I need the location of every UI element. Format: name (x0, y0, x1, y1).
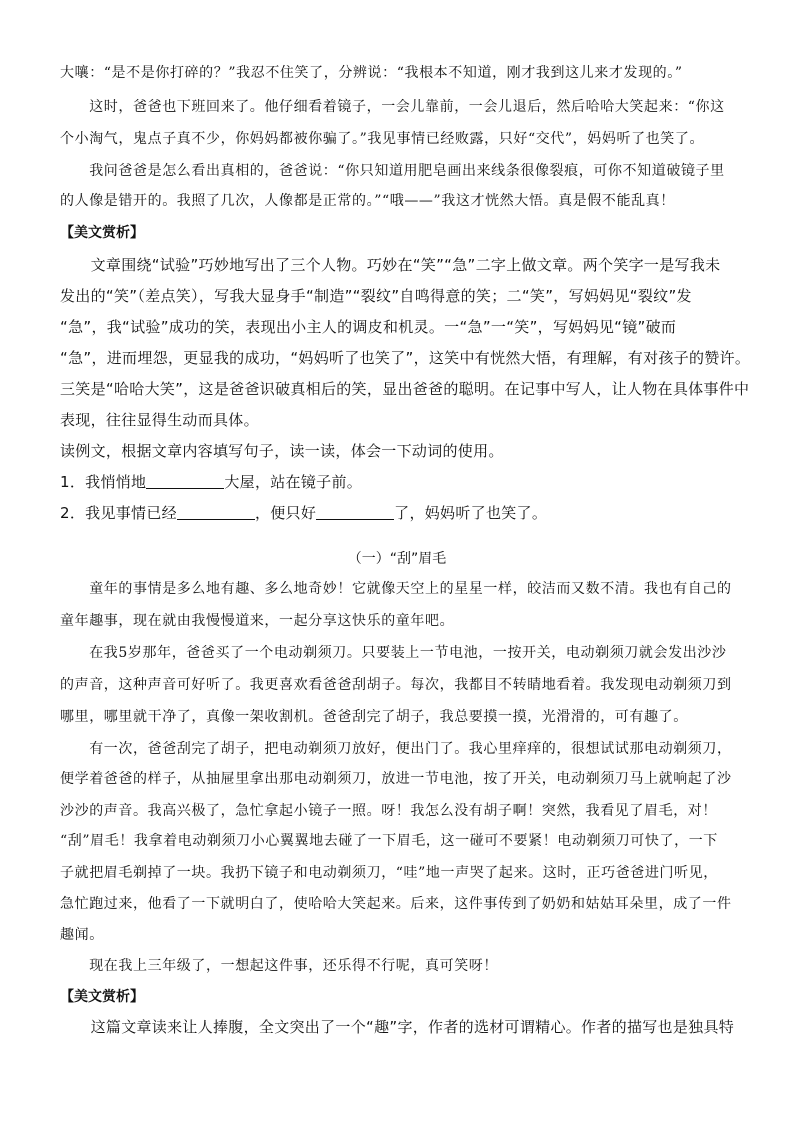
passage2-line-10: 子就把眉毛剃掉了一块。我扔下镜子和电动剃须刀，“哇”地一声哭了起来。这时，正巧爸爸进门听见， (60, 865, 718, 881)
appreciation1-line-6: 表现，往往显得生动而具体。 (60, 411, 259, 429)
appreciation1-line-2: 发出的“笑”（差点笑），写我大显身手“制造”“裂纹”自鸣得意的笑；二“笑”，写妈妈见“裂纹”发 (60, 287, 692, 305)
appreciation1-line-1: 文章围绕“试验”巧妙地写出了三个人物。巧妙在“笑”“急”二字上做文章。两个笑字一是写我未 (60, 256, 721, 274)
passage2-line-4: 的声音，这种声音可好听了。我更喜欢看爸爸刮胡子。每次，我都目不转睛地看着。我发现电动剃须刀到 (60, 677, 732, 693)
passage2-line-3: 在我5岁那年，爸爸买了一个电动剃须刀。只要装上一节电池，一按开关，电动剃须刀就会发出沙沙 (60, 645, 727, 661)
question-2-middle: ，便只好 (254, 504, 317, 522)
passage2-line-1: 童年的事情是多么地有趣、多么地奇妙！它就像天空上的星星一样，皎洁而又数不清。我也有自己的 (60, 581, 732, 597)
appreciation1-line-4: “急”，进而埋怨，更显我的成功，“妈妈听了也笑了”，这笑中有恍然大悟，有理解，有对孩子的赞许。 (60, 349, 751, 367)
passage2-line-5: 哪里，哪里就干净了，真像一架收割机。爸爸刮完了胡子，我总要摸一摸，光滑滑的，可有趣了。 (60, 709, 688, 725)
question-2-suffix: 了，妈妈听了也笑了。 (394, 504, 548, 522)
passage2-line-6: 有一次，爸爸刮完了胡子，把电动剃须刀放好，便出门了。我心里痒痒的，很想试试那电动剃须刀， (60, 741, 732, 757)
question-2 (60, 502, 740, 523)
passage1-line-5: 的人像是错开的。我照了几次，人像都是正常的。”“哦——”我这才恍然大悟。真是假不能乱真！ (60, 193, 675, 209)
passage2-line-12: 趣闻。 (60, 927, 104, 943)
passage2-line-13: 现在我上三年级了，一想起这件事，还乐得不行呢，真可笑呀！ (60, 958, 498, 974)
answer-blank-1[interactable] (146, 474, 224, 489)
passage2-line-11: 急忙跑过来，他看了一下就明白了，使哈哈大笑起来。后来，这件事传到了奶奶和姑姑耳朵里，成了一件 (60, 896, 732, 912)
appreciation2-line-1: 这篇文章读来让人捧腹，全文突出了一个“趣”字，作者的选材可谓精心。作者的描写也是独具特 (60, 1018, 735, 1036)
passage2-line-2: 童年趣事，现在就由我慢慢道来，一起分享这快乐的童年吧。 (60, 613, 455, 629)
exercise-instruction: 读例文，根据文章内容填写句子，读一读，体会一下动词的使用。 (60, 442, 504, 460)
appreciation1-line-3: “急”，我“试验”成功的笑，表现出小主人的调皮和机灵。一“急”一“笑”，写妈妈见“镜”破而 (60, 318, 677, 336)
passage2-title: （一）“刮”眉毛 (347, 551, 447, 567)
question-1-suffix: 大屋，站在镜子前。 (224, 473, 363, 491)
passage1-line-1: 大嚷：“是不是你打碎的？”我忍不住笑了，分辨说：“我根本不知道，刚才我到这儿来才发现的。” (60, 65, 683, 81)
passage2-line-8: 沙沙的声音。我高兴极了，急忙拿起小镜子一照。呀！我怎么没有胡子啊！突然，我看见了眉毛，对！ (60, 803, 717, 819)
passage1-line-4: 我问爸爸是怎么看出真相的，爸爸说：“你只知道用肥皂画出来线条很像裂痕，可你不知道破镜子里 (60, 163, 725, 179)
passage2-line-9: “刮”眉毛！我拿着电动剃须刀小心翼翼地去碰了一下眉毛，这一碰可不要紧！电动剃须刀可快了，一下 (60, 833, 718, 849)
question-2-prefix: 2．我见事情已经 (60, 504, 177, 522)
passage1-line-2: 这时，爸爸也下班回来了。他仔细看着镜子，一会儿靠前，一会儿退后，然后哈哈大笑起来：“你这 (60, 99, 725, 115)
appreciation1-line-5: 三笑是“哈哈大笑”，这是爸爸识破真相后的笑，显出爸爸的聪明。在记事中写人，让人物在具体事件中 (60, 380, 750, 398)
passage2-line-7: 便学着爸爸的样子，从抽屉里拿出那电动剃须刀，放进一节电池，按了开关，电动剃须刀马上就响起了沙 (60, 771, 732, 787)
question-1-prefix: 1．我悄悄地 (60, 473, 147, 491)
question-1 (60, 471, 740, 492)
appreciation-header-2: 【美文赏析】 (60, 989, 144, 1005)
answer-blank-2a[interactable] (177, 505, 255, 520)
appreciation-header-1: 【美文赏析】 (60, 225, 144, 241)
answer-blank-2b[interactable] (316, 505, 394, 520)
passage1-line-3: 个小淘气，鬼点子真不少，你妈妈都被你骗了。”我见事情已经败露，只好“交代”，妈妈听了也笑了。 (60, 131, 705, 147)
